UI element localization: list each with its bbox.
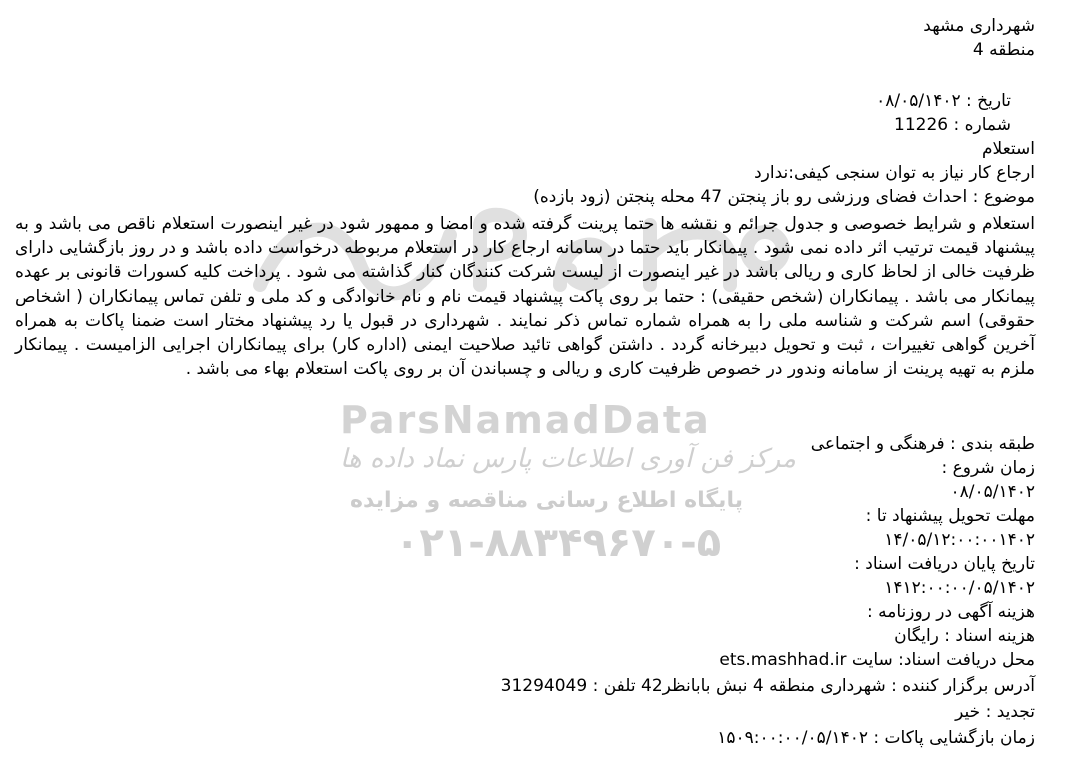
doc-place-line: محل دریافت اسناد: سایت ets.mashhad.ir — [719, 650, 1035, 670]
category-line: طبقه بندی : فرهنگی و اجتماعی — [810, 434, 1035, 454]
date-line: تاریخ : ۰۸/۰۵/۱۴۰۲ — [876, 91, 1011, 111]
docs-end-label: تاریخ پایان دریافت اسناد : — [854, 554, 1035, 574]
opening-line: زمان بازگشایی پاکات : ۱۵۰۹:۰۰:۰۰/۰۵/۱۴۰۲ — [717, 728, 1035, 748]
start-label: زمان شروع : — [941, 458, 1035, 478]
doc-type: استعلام — [982, 139, 1035, 159]
ad-cost-line: هزینه آگهی در روزنامه : — [866, 602, 1035, 622]
watermark-line1: مرکز فن آوری اطلاعات پارس نماد داده ها — [340, 444, 796, 474]
watermark-brand: ParsNamadData — [340, 398, 711, 442]
subject-line: موضوع : احداث فضای ورزشی رو باز پنجتن 47 محله پنجتن (زود بازده) — [533, 187, 1035, 207]
watermark-phone: ۰۲۱-۸۸۳۴۹۶۷۰-۵ — [395, 520, 722, 566]
number-line: شماره : 11226 — [894, 115, 1011, 135]
region-name: منطقه 4 — [972, 40, 1035, 60]
doc-cost-line: هزینه اسناد : رایگان — [894, 626, 1035, 646]
address-line: آدرس برگزار کننده : شهرداری منطقه 4 نبش بابانظر42 تلفن : 31294049 — [500, 676, 1035, 696]
quality-line: ارجاع کار نیاز به توان سنجی کیفی:ندارد — [754, 163, 1035, 183]
terms-paragraph: استعلام و شرایط خصوصی و جدول جرائم و نقشه ها حتما پرینت گرفته شده و امضا و ممهور شود در غیر اینصورت استعلام ناقص می باشد و به پیشنهاد قیمت ترتیب اثر داده نمی شود . پیمانکار باید حتما در سامانه ارجاع کار در استعلام مربوطه درخواست داده باشد و در روز بازگشایی دارای ظرفیت خالی از لحاظ کاری و ریالی باشد در غیر اینصورت از لیست شرکت کنندگان کنار گذاشته می شود . پرداخت کلیه کسورات قانونی بر عهده پیمانکار می باشد . پیمانکاران (شخص حقیقی) : حتما بر روی پاکت پیشنهاد قیمت نام و نام خانوادگی و کد ملی و تلفن تماس پیمانکاران ( اشخاص حقوقی) اسم شرکت و شناسه ملی را به همراه شماره تماس ذکر نمایند . شهرداری در قبول یا رد پیشنهاد مختار است ضمنا پاکات به همراه آخرین گواهی تغییرات ، ثبت و تحویل دبیرخانه گردد . داشتن گواهی تائید صلاحیت ایمنی (اداره کار) برای پیمانکاران اجرایی الزامیست . پیمانکار ملزم به تهیه پرینت از سامانه وندور در خصوص ظرفیت کاری و ریالی و چسباندن آن بر روی پاکت استعلام بهاء می باشد . — [15, 214, 1035, 380]
renewal-line: تجدید : خیر — [955, 702, 1035, 722]
docs-end-value: ۱۴۱۲:۰۰:۰۰/۰۵/۱۴۰۲ — [884, 578, 1035, 598]
org-name: شهرداری مشهد — [923, 16, 1035, 36]
watermark-line2: پایگاه اطلاع رسانی مناقصه و مزایده — [350, 488, 743, 513]
deadline-value: ۱۴/۰۵/۱۲:۰۰:۰۰۱۴۰۲ — [884, 530, 1035, 550]
start-value: ۰۸/۰۵/۱۴۰۲ — [950, 482, 1035, 502]
deadline-label: مهلت تحویل پیشنهاد تا : — [865, 506, 1035, 526]
